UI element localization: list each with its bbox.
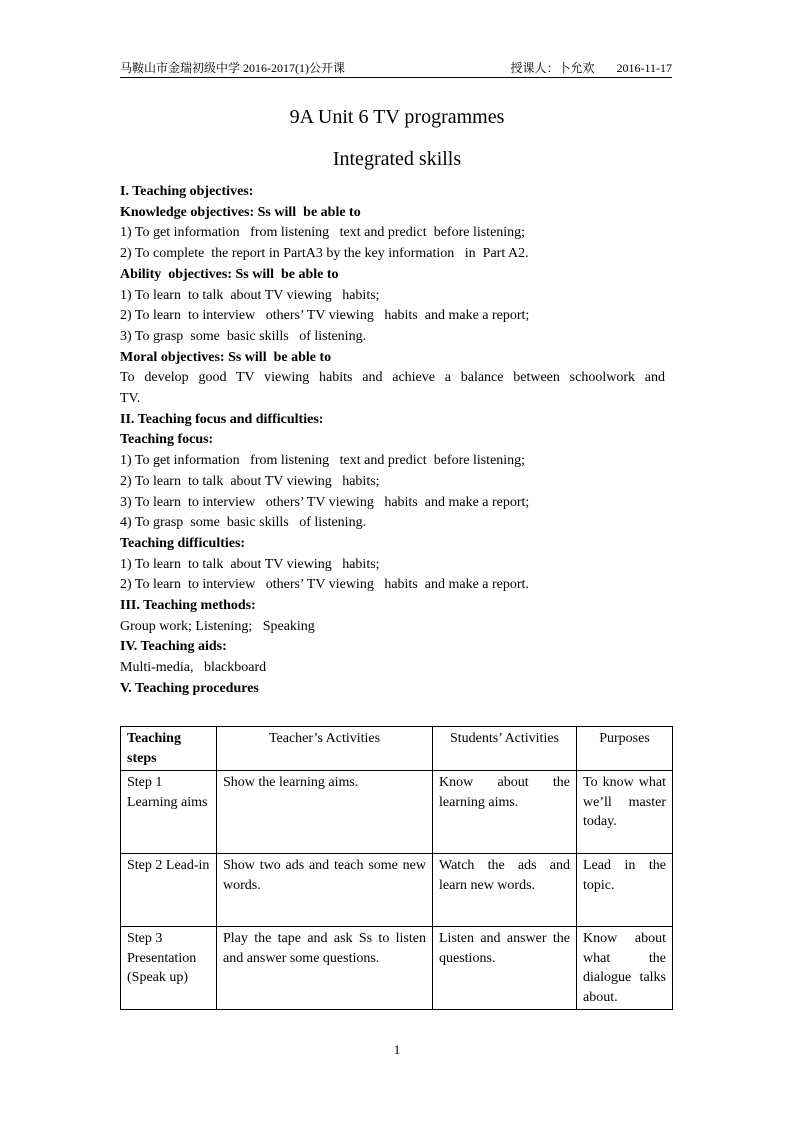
table-row — [121, 771, 673, 854]
body-line: Multi-media, blackboard — [120, 660, 267, 676]
header-cell-purposes: Purposes — [577, 727, 673, 771]
body-line: To develop good TV viewing habits and achieve a balance between schoolwork and — [120, 370, 665, 386]
body-line: 2) To learn to interview others’ TV viewing habits and make a report; — [120, 308, 530, 324]
body-line: 2) To learn to talk about TV viewing habits; — [120, 473, 380, 489]
body-line: 1) To learn to talk about TV viewing habits; — [120, 556, 380, 572]
cell-purpose: Lead in the topic. — [577, 854, 673, 927]
section-heading: I. Teaching objectives: — [120, 184, 254, 199]
cell-step: Step 3 Presentation (Speak up) — [121, 927, 217, 1010]
page-header — [120, 59, 672, 78]
section-heading: Moral objectives: Ss will be able to — [120, 349, 332, 365]
header-teacher: 授课人：卜允欢 — [510, 61, 595, 75]
document-title: 9A Unit 6 TV programmes — [289, 106, 505, 128]
section-heading: Knowledge objectives: Ss will be able to — [120, 204, 361, 220]
body-line: 1) To learn to talk about TV viewing habits; — [120, 287, 380, 303]
body-line: TV. — [120, 391, 141, 407]
cell-students: Listen and answer the questions. — [433, 927, 577, 1010]
body-line: 1) To get information from listening text and predict before listening; — [120, 225, 526, 241]
header-date: 2016-11-17 — [616, 61, 672, 75]
header-school: 马鞍山市金瑞初级中学 2016-2017(1)公开课 — [120, 61, 345, 75]
body-line: 2) To complete the report in PartA3 by the key information in Part A2. — [120, 246, 529, 262]
body-line: 3) To grasp some basic skills of listening. — [120, 328, 367, 344]
header-cell-teacher: Teacher’s Activities — [217, 727, 433, 771]
cell-step: Step 1 Learning aims — [121, 771, 217, 854]
section-heading: IV. Teaching aids: — [120, 639, 227, 655]
procedures-table — [120, 726, 673, 1010]
body-line: 1) To get information from listening text and predict before listening; — [120, 453, 526, 469]
cell-purpose: Know about what the dialogue talks about. — [577, 927, 673, 1010]
document-body — [120, 182, 665, 700]
section-heading: III. Teaching methods: — [120, 598, 256, 614]
section-heading: Teaching focus: — [120, 432, 214, 448]
cell-step: Step 2 Lead-in — [121, 854, 217, 927]
page-number: 1 — [393, 1042, 401, 1057]
body-line: 3) To learn to interview others’ TV viewing habits and make a report; — [120, 494, 530, 510]
table-row — [121, 854, 673, 927]
cell-students: Watch the ads and learn new words. — [433, 854, 577, 927]
section-heading: Ability objectives: Ss will be able to — [120, 266, 339, 282]
section-heading: Teaching difficulties: — [120, 535, 246, 551]
table-row — [121, 927, 673, 1010]
cell-students: Know about the learning aims. — [433, 771, 577, 854]
section-heading: V. Teaching procedures — [120, 680, 259, 696]
body-line: 4) To grasp some basic skills of listening. — [120, 515, 367, 531]
body-line: 2) To learn to interview others’ TV viewing habits and make a report. — [120, 577, 529, 593]
header-right — [510, 59, 672, 76]
header-cell-steps: Teaching steps — [121, 727, 217, 771]
header-cell-students: Students’ Activities — [433, 727, 577, 771]
document-subtitle: Integrated skills — [332, 148, 462, 170]
cell-teacher: Play the tape and ask Ss to listen and answer some questions. — [217, 927, 433, 1010]
table-header-row — [121, 727, 673, 771]
cell-teacher: Show the learning aims. — [217, 771, 433, 854]
cell-teacher: Show two ads and teach some new words. — [217, 854, 433, 927]
section-heading: II. Teaching focus and difficulties: — [120, 411, 324, 427]
cell-purpose: To know what we’ll master today. — [577, 771, 673, 854]
body-line: Group work; Listening; Speaking — [120, 618, 315, 634]
